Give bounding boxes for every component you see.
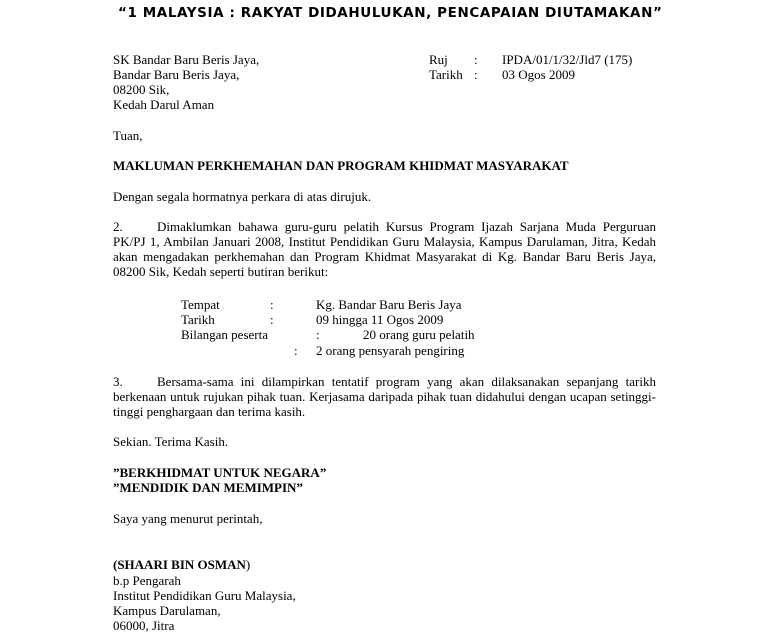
ruj-value: IPDA/01/1/32/Jld7 (175) [502, 52, 633, 67]
closing-text: Sekian. Terima Kasih. [113, 434, 229, 449]
paragraph-2-number: 2. [113, 219, 123, 234]
detail-peserta-value-1: 20 orang guru pelatih [363, 327, 475, 342]
paragraph-3-text: Bersama-sama ini dilampirkan tentatif program yang akan dilaksanakan sepanjang tarikh berkenaan untuk rujukan pihak tuan. Kerjasama daripada pihak tuan didahului dengan ucapan setinggi-tinggi penghargaan dan terima kasih. [113, 374, 656, 419]
tarikh-value: 03 Ogos 2009 [502, 67, 575, 82]
subject-heading: MAKLUMAN PERKHEMAHAN DAN PROGRAM KHIDMAT MASYARAKAT [113, 158, 569, 173]
paragraph-2-text: Dimaklumkan bahawa guru-guru pelatih Kursus Program Ijazah Sarjana Muda Perguruan PK/PJ 1, Ambilan Januari 2008, Institut Pendidikan Guru Malaysia, Kampus Darulaman, Jitra, Kedah akan mengadakan perkhemahan dan Program Khidmat Masyarakat di Kg. Bandar Baru Beris Jaya, 08200 Sik, Kedah seperti butiran berikut: [113, 219, 656, 279]
motto-heading: “1 MALAYSIA : RAKYAT DIDAHULUKAN, PENCAPAIAN DIUTAMAKAN” [118, 5, 663, 21]
detail-peserta-colon-2: : [294, 343, 298, 358]
signatory-name-bold: (SHAARI BIN OSMAN [113, 557, 246, 572]
paragraph-2 [113, 219, 656, 279]
detail-tarikh-value: 09 hingga 11 Ogos 2009 [316, 312, 444, 327]
sign-off: Saya yang menurut perintah, [113, 511, 263, 526]
ruj-label: Ruj [429, 52, 448, 67]
recipient-line-1: SK Bandar Baru Beris Jaya, [113, 52, 260, 67]
tarikh-colon: : [474, 67, 478, 82]
signatory-line-4: 06000, Jitra [113, 618, 175, 633]
slogan-1: ”BERKHIDMAT UNTUK NEGARA” [113, 465, 327, 480]
recipient-line-4: Kedah Darul Aman [113, 97, 215, 112]
detail-tarikh-colon: : [270, 312, 274, 327]
detail-tempat-colon: : [270, 297, 274, 312]
recipient-line-2: Bandar Baru Beris Jaya, [113, 67, 240, 82]
detail-tempat-value: Kg. Bandar Baru Beris Jaya [316, 297, 462, 312]
paragraph-3-number: 3. [113, 374, 123, 389]
tarikh-label: Tarikh [429, 67, 463, 82]
signatory-line-2: Institut Pendidikan Guru Malaysia, [113, 588, 296, 603]
recipient-line-3: 08200 Sik, [113, 82, 170, 97]
detail-peserta-colon: : [316, 327, 320, 342]
intro-text: Dengan segala hormatnya perkara di atas dirujuk. [113, 189, 372, 204]
paragraph-3 [113, 374, 656, 419]
signatory-line-1: b.p Pengarah [113, 573, 181, 588]
slogan-2: ”MENDIDIK DAN MEMIMPIN” [113, 480, 303, 495]
salutation: Tuan, [113, 128, 143, 143]
detail-peserta-label: Bilangan peserta [181, 327, 268, 342]
detail-tarikh-label: Tarikh [181, 312, 215, 327]
detail-tempat-label: Tempat [181, 297, 220, 312]
signatory-line-3: Kampus Darulaman, [113, 603, 221, 618]
signatory-name [113, 557, 250, 572]
ruj-colon: : [474, 52, 478, 67]
detail-peserta-value-2: 2 orang pensyarah pengiring [316, 343, 465, 358]
signatory-name-close: ) [245, 557, 251, 572]
